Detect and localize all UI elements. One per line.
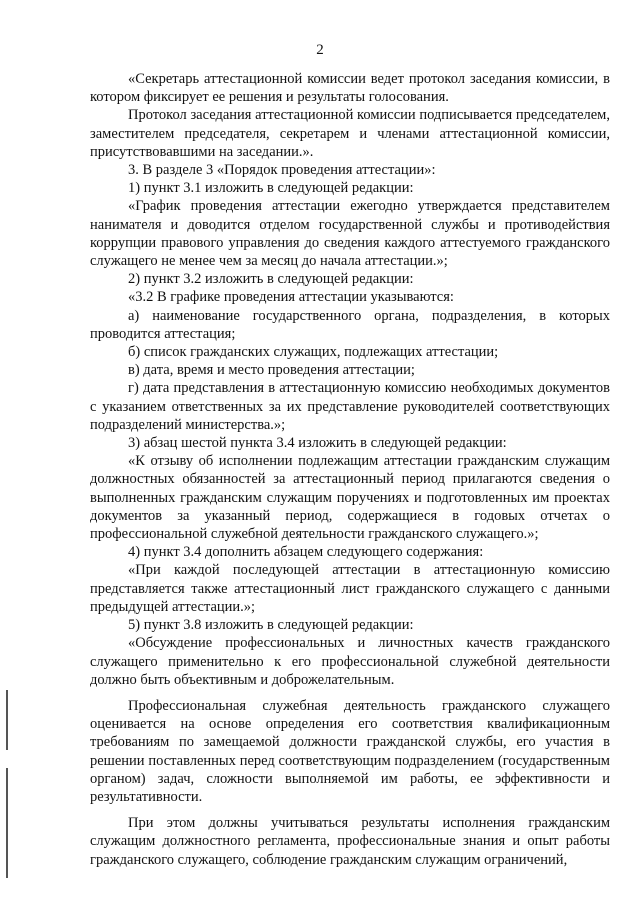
paragraph-14: 4) пункт 3.4 дополнить абзацем следующего содержания:	[128, 544, 484, 561]
page-number: 2	[316, 42, 324, 58]
scan-edge-mark-upper	[6, 690, 8, 750]
paragraph-13: «К отзыву об исполнении подлежащим аттестации гражданским служащим должностных обязанностей за аттестационный период прилагаются сведения о выполненных гражданским служащим поручениях и подготовленных им проектах документов за указанный период, содержащиеся в годовых отчетах о профессиональной служебной деятельности гражданского служащего.»;	[90, 453, 610, 543]
paragraph-6: 2) пункт 3.2 изложить в следующей редакции:	[128, 271, 414, 288]
paragraph-15: «При каждой последующей аттестации в аттестационную комиссию представляется также аттестационный лист гражданского служащего с данными предыдущей аттестации.»;	[90, 562, 610, 615]
paragraph-11: г) дата представления в аттестационную комиссию необходимых документов с указанием ответственных за их представление руководителей соответствующих подразделений министерства.»;	[90, 380, 610, 433]
paragraph-5: «График проведения аттестации ежегодно утверждается представителем нанимателя и доводится отделом государственной службы и противодействия коррупции правового управления до сведения каждого аттестуемого гражданского служащего не менее чем за месяц до начала аттестации.»;	[90, 198, 610, 270]
paragraph-18: Профессиональная служебная деятельность гражданского служащего оценивается на основе определения его соответствия квалификационным требованиям по замещаемой должности гражданской службы, его участия в решении поставленных перед соответствующим подразделением (государственным органом) задач, сложности выполняемой им работы, ее эффективности и результативности.	[90, 697, 610, 805]
paragraph-9: б) список гражданских служащих, подлежащих аттестации;	[128, 344, 499, 361]
paragraph-12: 3) абзац шестой пункта 3.4 изложить в следующей редакции:	[128, 435, 507, 452]
paragraph-10: в) дата, время и место проведения аттестации;	[128, 362, 415, 379]
paragraph-2: Протокол заседания аттестационной комиссии подписывается председателем, заместителем председателя, секретарем и членами аттестационной комиссии, присутствовавшими на заседании.».	[90, 107, 610, 160]
paragraph-1: «Секретарь аттестационной комиссии ведет протокол заседания комиссии, в котором фиксирует ее решения и результаты голосования.	[90, 71, 610, 106]
paragraph-17: «Обсуждение профессиональных и личностных качеств гражданского служащего применительно к его профессиональной служебной деятельности должно быть объективным и доброжелательным.	[90, 635, 610, 688]
paragraph-4: 1) пункт 3.1 изложить в следующей редакции:	[128, 180, 414, 197]
paragraph-19: При этом должны учитываться результаты исполнения гражданским служащим должностного регламента, профессиональные знания и опыт работы гражданского служащего, соблюдение гражданским служащим ограничений,	[90, 815, 610, 868]
paragraph-8: а) наименование государственного органа, подразделения, в которых проводится аттестация;	[90, 307, 610, 342]
paragraph-3: 3. В разделе 3 «Порядок проведения аттестации»:	[128, 162, 436, 179]
paragraph-16: 5) пункт 3.8 изложить в следующей редакции:	[128, 617, 414, 634]
paragraph-7: «3.2 В графике проведения аттестации указываются:	[128, 289, 454, 306]
document-body	[90, 70, 610, 869]
scan-edge-mark-lower	[6, 768, 8, 878]
